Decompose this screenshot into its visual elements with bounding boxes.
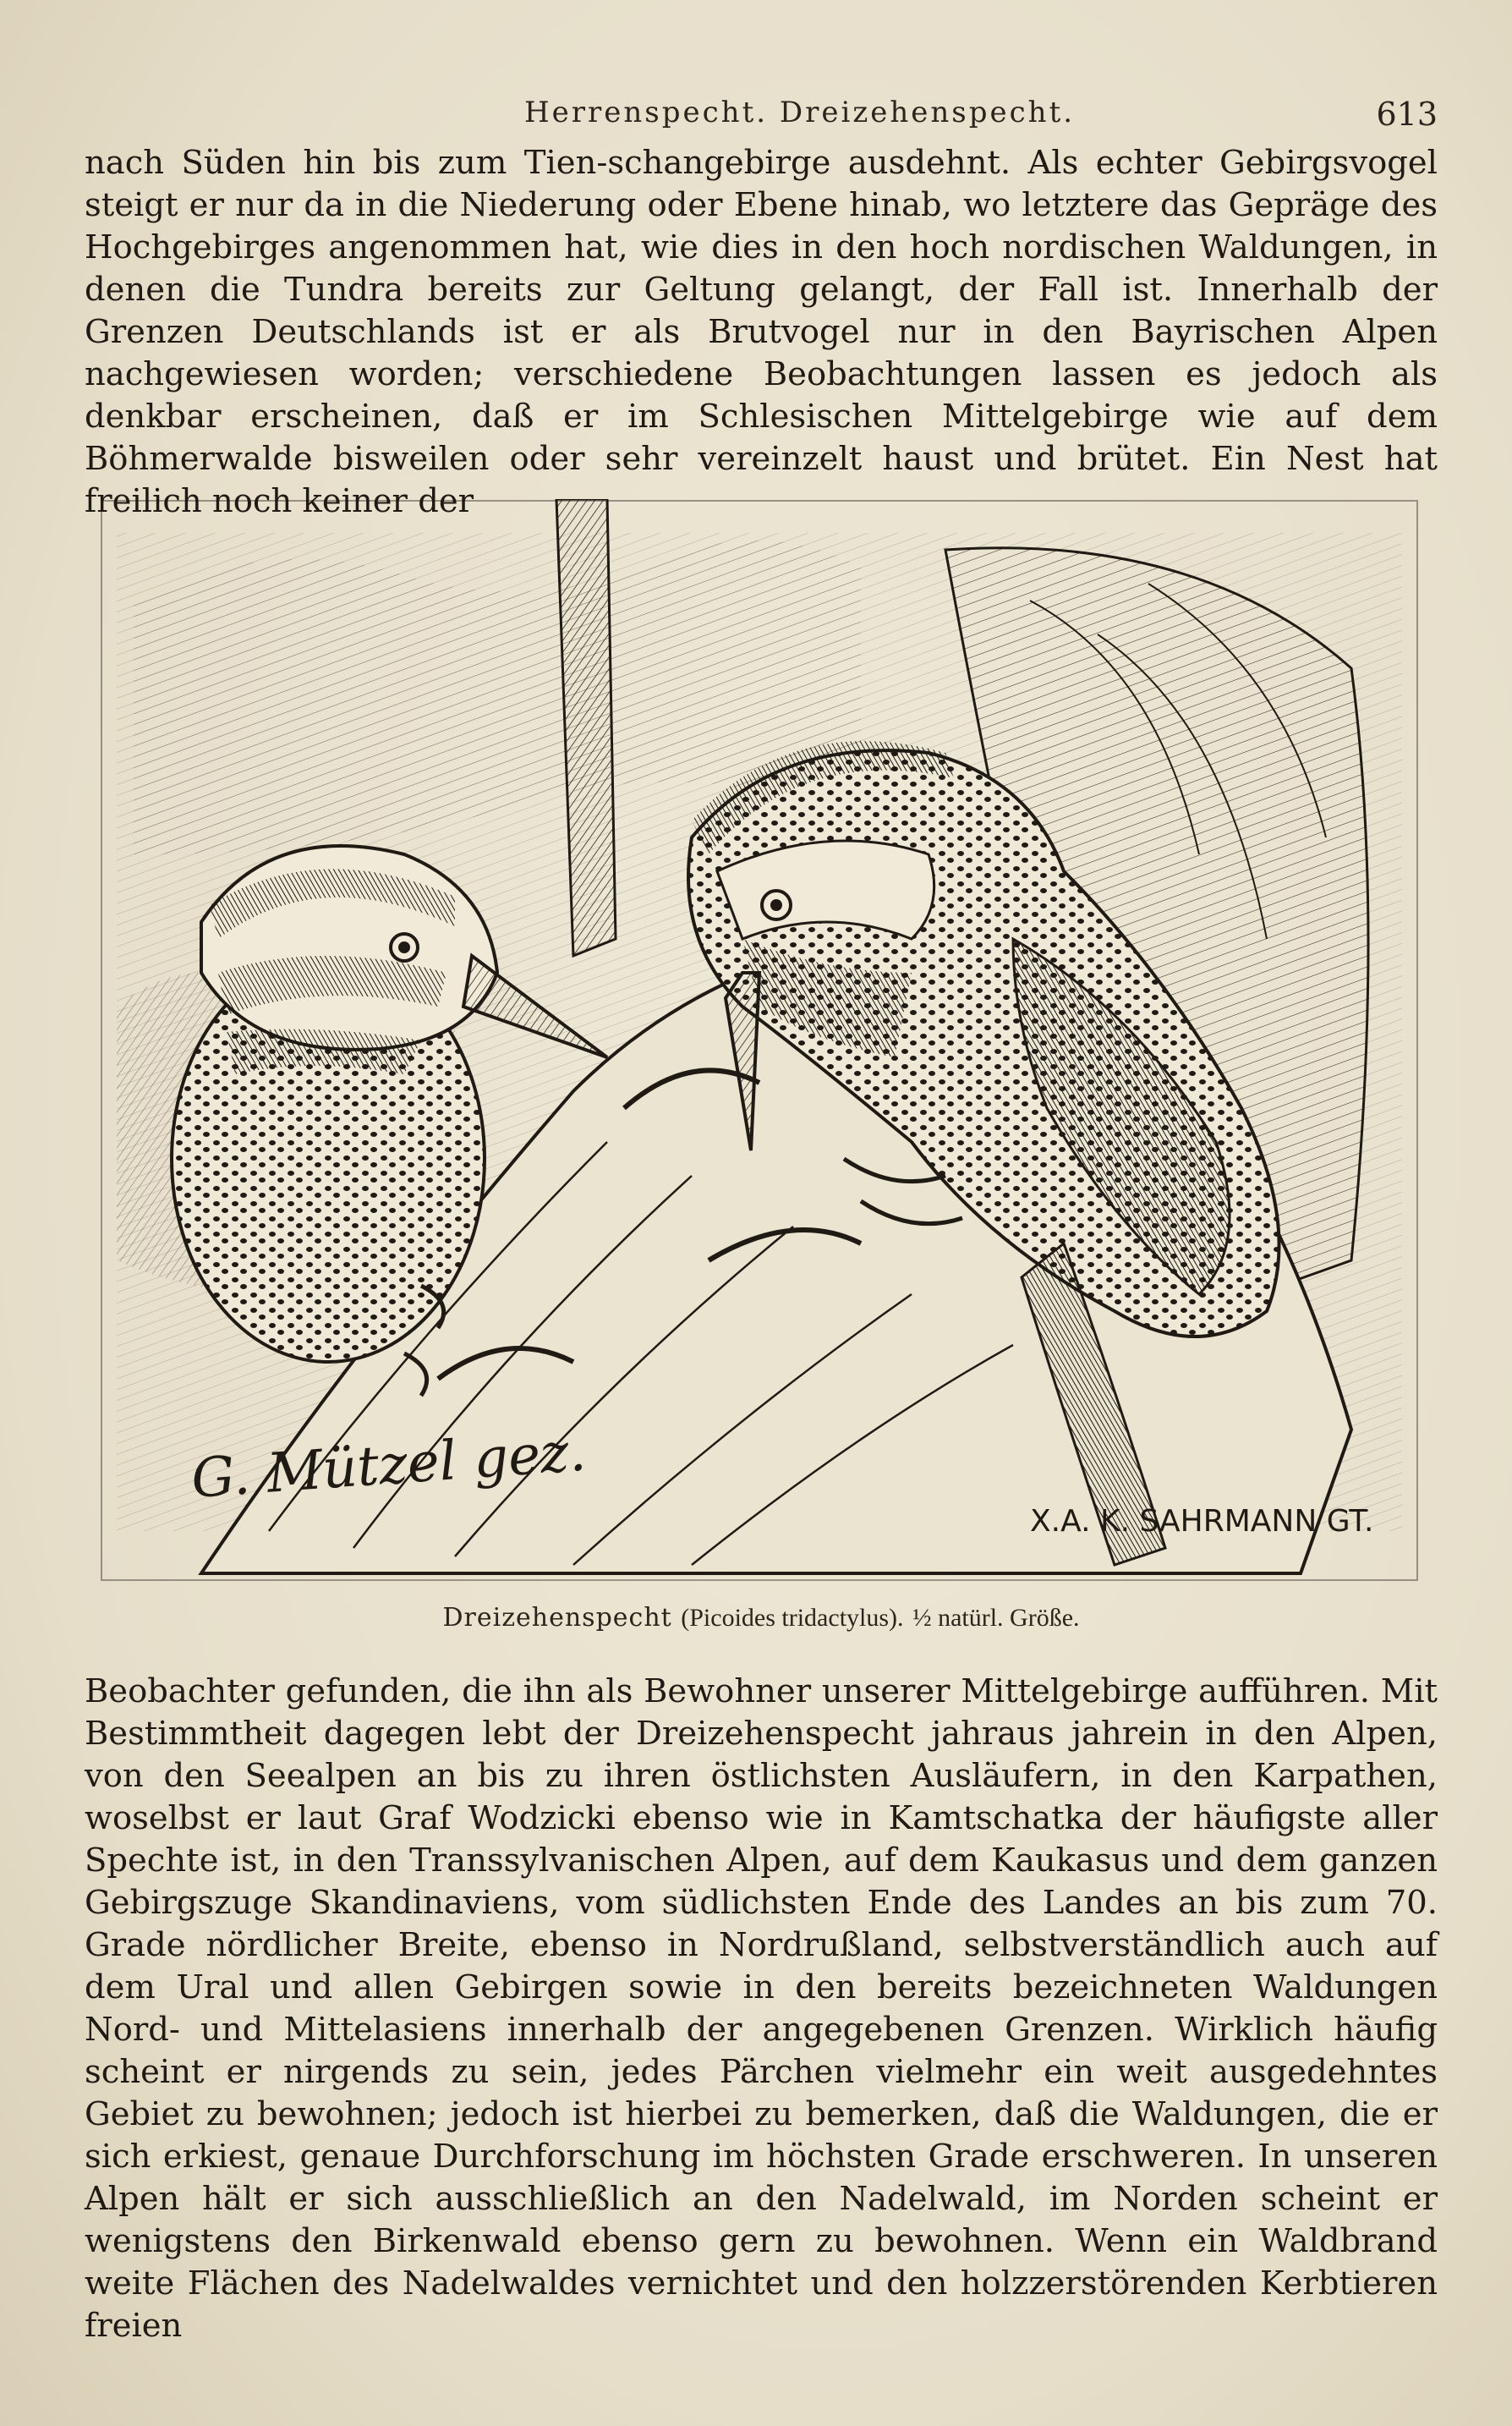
paragraph-text: Beobachter gefunden, die ihn als Bewohner unserer Mittelgebirge aufführen. Mit Bestimmtheit dagegen lebt der Dreizehenspecht jahraus jahrein in den Alpen, von den Seealpen an bis zu ihren östlichsten Ausläufern, in den Karpathen, woselbst er laut Graf Wodzicki ebenso wie in Kamtschatka der häufigste aller Spechte ist, in den Transsylvanischen Alpen, auf dem Kaukasus und dem ganzen Gebirgszuge Skandinaviens, vom südlichsten Ende des Landes an bis zum 70. Grade nördlicher Breite, ebenso in Nordrußland, selbstverständlich auch auf dem Ural und allen Gebirgen sowie in den bereits bezeichneten Waldungen Nord- und Mittelasiens innerhalb der angegebenen Grenzen. Wirklich häufig scheint er nirgends zu sein, jedes Pärchen vielmehr ein weit ausgedehntes Gebiet zu bewohnen; jedoch ist hierbei zu bemerken, daß die Waldungen, die er sich erkiest, genaue Durchforschung im höchsten Grade erschweren. In unseren Alpen hält er sich ausschließlich an den Nadelwald, im Norden scheint er wenigstens den Birkenwald ebenso gern zu bewohnen. Wenn ein Waldbrand weite Flächen des Nadelwaldes vernichtet und den holzzerstörenden Kerbtieren freien bbox=[85, 1672, 1438, 2345]
paragraph-top bbox=[85, 142, 1438, 523]
caption-latin: (Picoides tridactylus). bbox=[681, 1604, 904, 1632]
paragraph-text: nach Süden hin bis zum Tien-schangebirge ausdehnt. Als echter Gebirgsvogel steigt er nur da in die Niederung oder Ebene hinab, wo letztere das Gepräge des Hochgebirges angenommen hat, wie dies in den hoch nordischen Waldungen, in denen die Tundra bereits zur Geltung gelangt, der Fall ist. Innerhalb der Grenzen Deutschlands ist er als Brutvogel nur in den Bayrischen Alpen nachgewiesen worden; verschiedene Beobachtungen lassen es jedoch als denkbar erscheinen, daß er im Schlesischen Mittelgebirge wie auf dem Böhmerwalde bisweilen oder sehr vereinzelt haust und brütet. Ein Nest hat freilich noch keiner der bbox=[85, 144, 1438, 520]
page-header bbox=[85, 89, 1438, 140]
woodpecker-illustration bbox=[100, 499, 1419, 1582]
caption-scale: ½ natürl. Größe. bbox=[912, 1604, 1080, 1632]
artist-signature-left: G. Mützel gez. bbox=[189, 1420, 589, 1511]
running-head: Herrenspecht. Dreizehenspecht. bbox=[524, 96, 1076, 129]
figure-caption bbox=[85, 1603, 1438, 1633]
page-number: 613 bbox=[1376, 96, 1438, 133]
caption-name: Dreizehenspecht bbox=[442, 1603, 672, 1633]
engraver-signature-right: X.A. K. SAHRMANN GT. bbox=[1030, 1504, 1374, 1539]
paragraph-bottom bbox=[85, 1671, 1438, 2347]
